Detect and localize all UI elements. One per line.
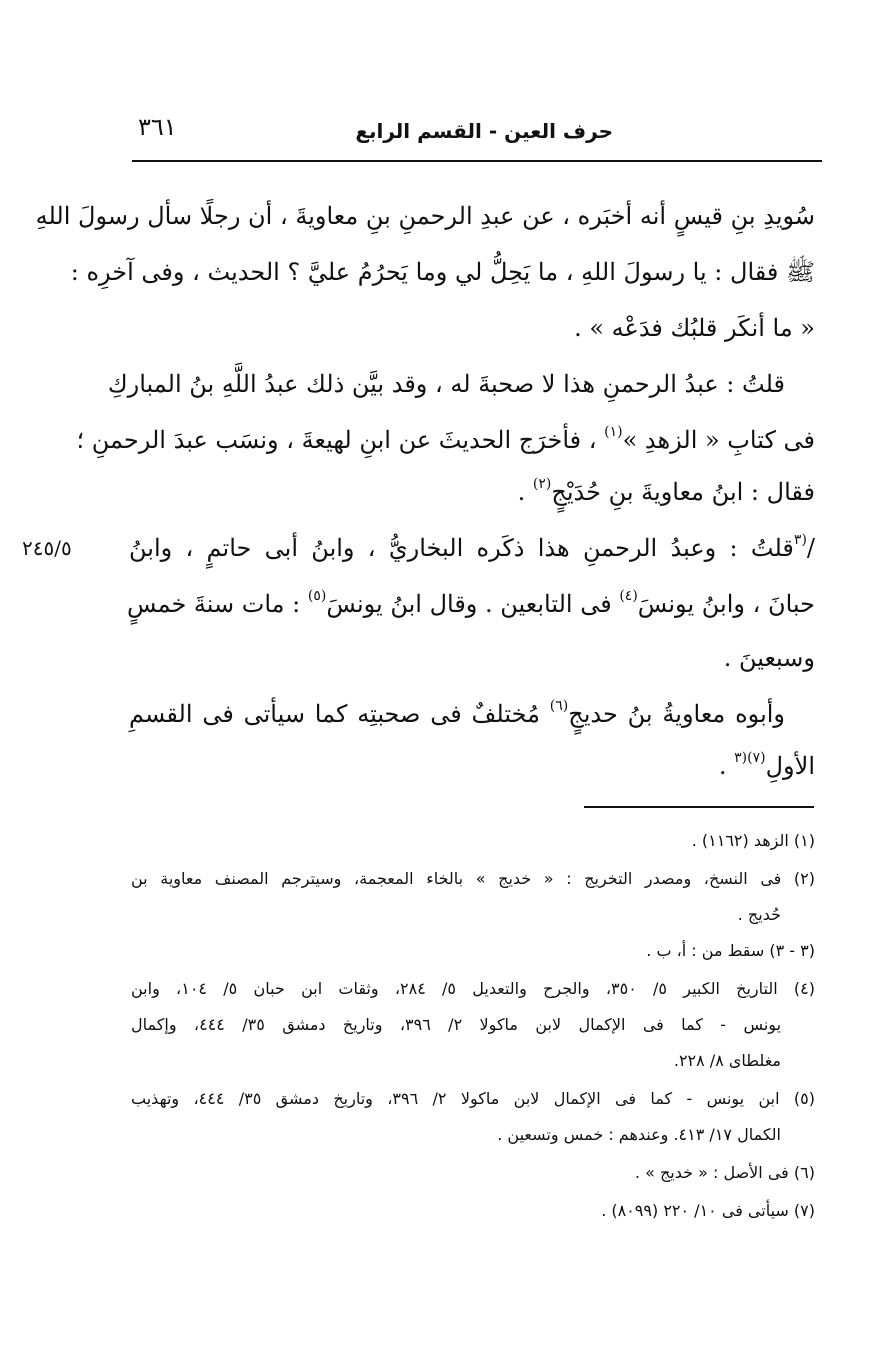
text-run: قلتُ : وعبدُ الرحمنِ هذا ذكَره البخاريُّ ، وابنُ أبى حاتمٍ ، وابنُ bbox=[129, 534, 794, 562]
header-rule bbox=[132, 160, 822, 162]
footnote-marker-7: (٧)(٣ bbox=[734, 750, 766, 766]
text-run: حبانَ ، وابنُ يونسَ bbox=[637, 590, 815, 618]
text-run: / bbox=[806, 534, 815, 562]
footnote-4-line-2: يونس - كما فى الإكمال لابن ماكولا ٢/ ٣٩٦، وتاريخ دمشق ٣٥/ ٤٤٤، وإكمال bbox=[131, 1015, 782, 1034]
text-run: مُختلفٌ فى صحبتِه كما سيأتى فى القسمِ bbox=[129, 700, 550, 728]
footnote-marker-6: (٦) bbox=[549, 698, 569, 714]
running-header-title: حرف العين - القسم الرابع bbox=[355, 119, 613, 143]
page-number: ٣٦١ bbox=[138, 113, 177, 141]
text-run: فقال : ابنُ معاويةَ بنِ حُدَيْجٍ bbox=[551, 478, 815, 506]
paragraph-3-line-3: وسبعينَ . bbox=[723, 644, 815, 672]
text-run: فى كتابِ « الزهدِ » bbox=[622, 426, 815, 454]
text-run: ، فأخرَج الحديثَ عن ابنِ لهيعةَ ، ونسَب عبدَ الرحمنِ ؛ bbox=[76, 426, 605, 454]
footnote-6: (٦) فى الأصل : « خديج » . bbox=[634, 1163, 815, 1182]
paragraph-1-line-3: « ما أنكَر قلبُك فدَعْه » . bbox=[574, 314, 815, 342]
footnote-7: (٧) سيأتى فى ١٠/ ٢٢٠ (٨٠٩٩) . bbox=[601, 1201, 815, 1220]
footnote-4-line-1: (٤) التاريخ الكبير ٥/ ٣٥٠، والجرح والتعديل ٥/ ٢٨٤، وثقات ابن حبان ٥/ ١٠٤، وابن bbox=[131, 979, 815, 998]
footnote-5-line-1: (٥) ابن يونس - كما فى الإكمال لابن ماكولا ٢/ ٣٩٦، وتاريخ دمشق ٣٥/ ٤٤٤، وتهذيب bbox=[131, 1089, 815, 1108]
text-run: الأولِ bbox=[765, 752, 815, 780]
paragraph-4-line-2 bbox=[129, 744, 815, 788]
footnote-4-line-3: مغلطاى ٨/ ٢٢٨. bbox=[673, 1051, 781, 1070]
paragraph-3-line-2 bbox=[126, 582, 815, 626]
footnote-1: (١) الزهد (١١٦٢) . bbox=[691, 831, 815, 850]
text-run: . bbox=[718, 752, 735, 780]
text-run: : مات سنةَ خمسٍ bbox=[126, 590, 308, 618]
footnote-2-line-1: (٢) فى النسخ، ومصدر التخريج : « خديج » بالخاء المعجمة، وسيترجم المصنف معاوية بن bbox=[131, 869, 815, 888]
footnote-marker-5: (٥) bbox=[307, 588, 327, 604]
paragraph-3-line-1 bbox=[129, 526, 815, 570]
footnote-3: (٣ - ٣) سقط من : أ، ب . bbox=[646, 941, 815, 960]
paragraph-1-line-2: ﷺ فقال : يا رسولَ اللهِ ، ما يَحِلُّ لي وما يَحرُمُ عليَّ ؟ الحديث ، وفى آخرِه : bbox=[70, 258, 815, 286]
footnote-marker-3: (٣ bbox=[793, 532, 807, 548]
text-run: فى التابعين . وقال ابنُ يونسَ bbox=[326, 590, 620, 618]
footnote-separator bbox=[584, 806, 814, 808]
paragraph-2-line-3 bbox=[129, 470, 815, 514]
text-run: . bbox=[517, 478, 533, 506]
margin-reference: ٢٤٥/٥ bbox=[22, 536, 72, 560]
footnote-marker-2: (٢) bbox=[532, 476, 552, 492]
footnote-marker-1: (١) bbox=[604, 424, 623, 440]
footnote-5-line-2: الكمال ١٧/ ٤١٣. وعندهم : خمس وتسعين . bbox=[497, 1125, 781, 1144]
paragraph-2-line-2 bbox=[76, 418, 815, 462]
text-run: وأبوه معاويةُ بنُ حديجٍ bbox=[568, 700, 785, 728]
paragraph-4-line-1 bbox=[129, 692, 815, 736]
footnote-marker-4: (٤) bbox=[619, 588, 638, 604]
paragraph-2-line-1: قلتُ : عبدُ الرحمنِ هذا لا صحبةَ له ، وقد بيَّن ذلك عبدُ اللَّهِ بنُ المباركِ bbox=[107, 370, 785, 398]
paragraph-1-line-1: سُويدِ بنِ قيسٍ أنه أخبَره ، عن عبدِ الرحمنِ بنِ معاويةَ ، أن رجلًا سأل رسولَ اللهِ bbox=[35, 202, 815, 230]
footnote-2-line-2: حُديج . bbox=[737, 905, 781, 924]
